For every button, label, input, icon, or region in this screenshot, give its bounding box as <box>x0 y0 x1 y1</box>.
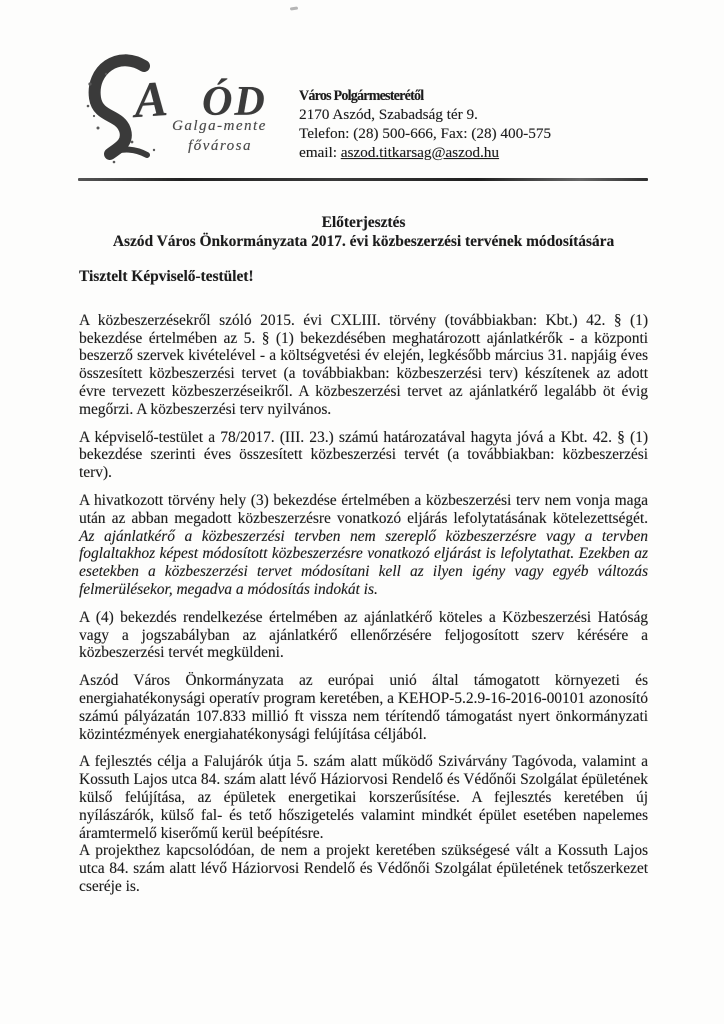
paragraph-3 <box>79 492 648 599</box>
contact-block <box>299 86 551 162</box>
email-label: email: <box>299 144 341 161</box>
phone-fax-line: Telefon: (28) 500-666, Fax: (28) 400-575 <box>299 125 552 142</box>
document-title: Előterjesztés <box>321 214 406 231</box>
email-line <box>299 143 551 162</box>
logo-tagline-line1: Galga-mente <box>172 118 267 134</box>
aszod-city-logo <box>84 54 279 172</box>
sender-office-line: Város Polgármesterétől <box>299 87 424 104</box>
email-address: aszod.titkarsag@aszod.hu <box>340 144 499 161</box>
paragraph-7: A projekthez kapcsolódóan, de nem a projekt keretében szükségesé vált a Kossuth Lajos utca 84. szám alatt lévő Háziorvosi Rendelő és Védőnői Szolgálat épületének tetőszerkezet cseréje is. <box>79 842 648 895</box>
address-line: 2170 Aszód, Szabadság tér 9. <box>299 106 478 123</box>
paragraph-3-italic-quote: Az ajánlatkérő a közbeszerzési tervben nem szereplő közbeszerzésre vagy a tervben foglaltakhoz képest módosított közbeszerzésre vonatkozó eljárást is lefolytathat. Ezekben az esetekben a közbeszerzési tervet módosítani kell az ilyen igény vagy egyéb változás felmerülésekor, megadva a módosítás indokát is. <box>79 527 648 598</box>
paragraph-2: A képviselő-testület a 78/2017. (III. 23.) számú határozatával hagyta jóvá a Kbt. 42. § (1) bekezdése szerinti éves összesített közbeszerzési tervét (a továbbiakban: közbeszerzési terv). <box>79 428 648 482</box>
paragraph-3-normal: A hivatkozott törvény hely (3) bekezdése értelmében a közbeszerzési terv nem vonja maga után az abban megadott közbeszerzésre vonatkozó eljárás lefolytatásának kötelezettségét. <box>79 491 648 527</box>
scan-artifact <box>290 6 298 10</box>
logo-tagline-line2: fővárosa <box>188 138 252 154</box>
paragraph-6: A fejlesztés célja a Falujárók útja 5. szám alatt működő Szivárvány Tagóvoda, valamint a Kossuth Lajos utca 84. szám alatt lévő Háziorvosi Rendelő és Védőnői Szolgálat épületének külső felújítása, az épületek energetikai korszerűsítése. A fejlesztés keretében új nyílászárók, külső fal- és tető hőszigetelés valamint mindkét épület esetében napelemes áramtermelő kiserőmű kerül beépítésre. <box>79 753 648 842</box>
document-content <box>79 213 648 906</box>
paragraph-4: A (4) bekezdés rendelkezése értelmében az ajánlatkérő köteles a Közbeszerzési Hatóság vagy a jogszabályban az ajánlatkérő ellenőrzésére feljogosított szerv kérésére a közbeszerzési tervét megküldeni. <box>79 608 648 662</box>
body-paragraphs <box>79 312 648 896</box>
document-subtitle: Aszód Város Önkormányzata 2017. évi közbeszerzési tervének módosítására <box>112 233 615 250</box>
logo-letter-a: A <box>132 69 170 129</box>
logo-letters-od: ÓD <box>202 79 267 125</box>
salutation: Tisztelt Képviselő-testület! <box>79 268 254 285</box>
paragraph-1: A közbeszerzésekről szóló 2015. évi CXLIII. törvény (továbbiakban: Kbt.) 42. § (1) bekezdése értelmében az 5. § (1) bekezdésében meghatározott ajánlatkérők - a központi beszerző szervek kivételével - a költségvetési év elején, legkésőbb március 31. napjáig éves összesített közbeszerzési tervet (a továbbiakban: közbeszerzési terv) készítenek az adott évre tervezett közbeszerzéseikről. A közbeszerzési tervet az ajánlatkérő legalább öt évig megőrzi. A közbeszerzési terv nyilvános. <box>79 311 648 418</box>
letterhead-divider <box>78 178 648 181</box>
paragraph-5: Aszód Város Önkormányzata az európai unió által támogatott környezeti és energiahatékonysági operatív program keretében, a KEHOP-5.2.9-16-2016-00101 azonosító számú pályázatán 107.833 millió ft vissza nem térítendő támogatást nyert önkormányzati közintézmények energiahatékonysági felújítása céljából. <box>79 672 648 743</box>
